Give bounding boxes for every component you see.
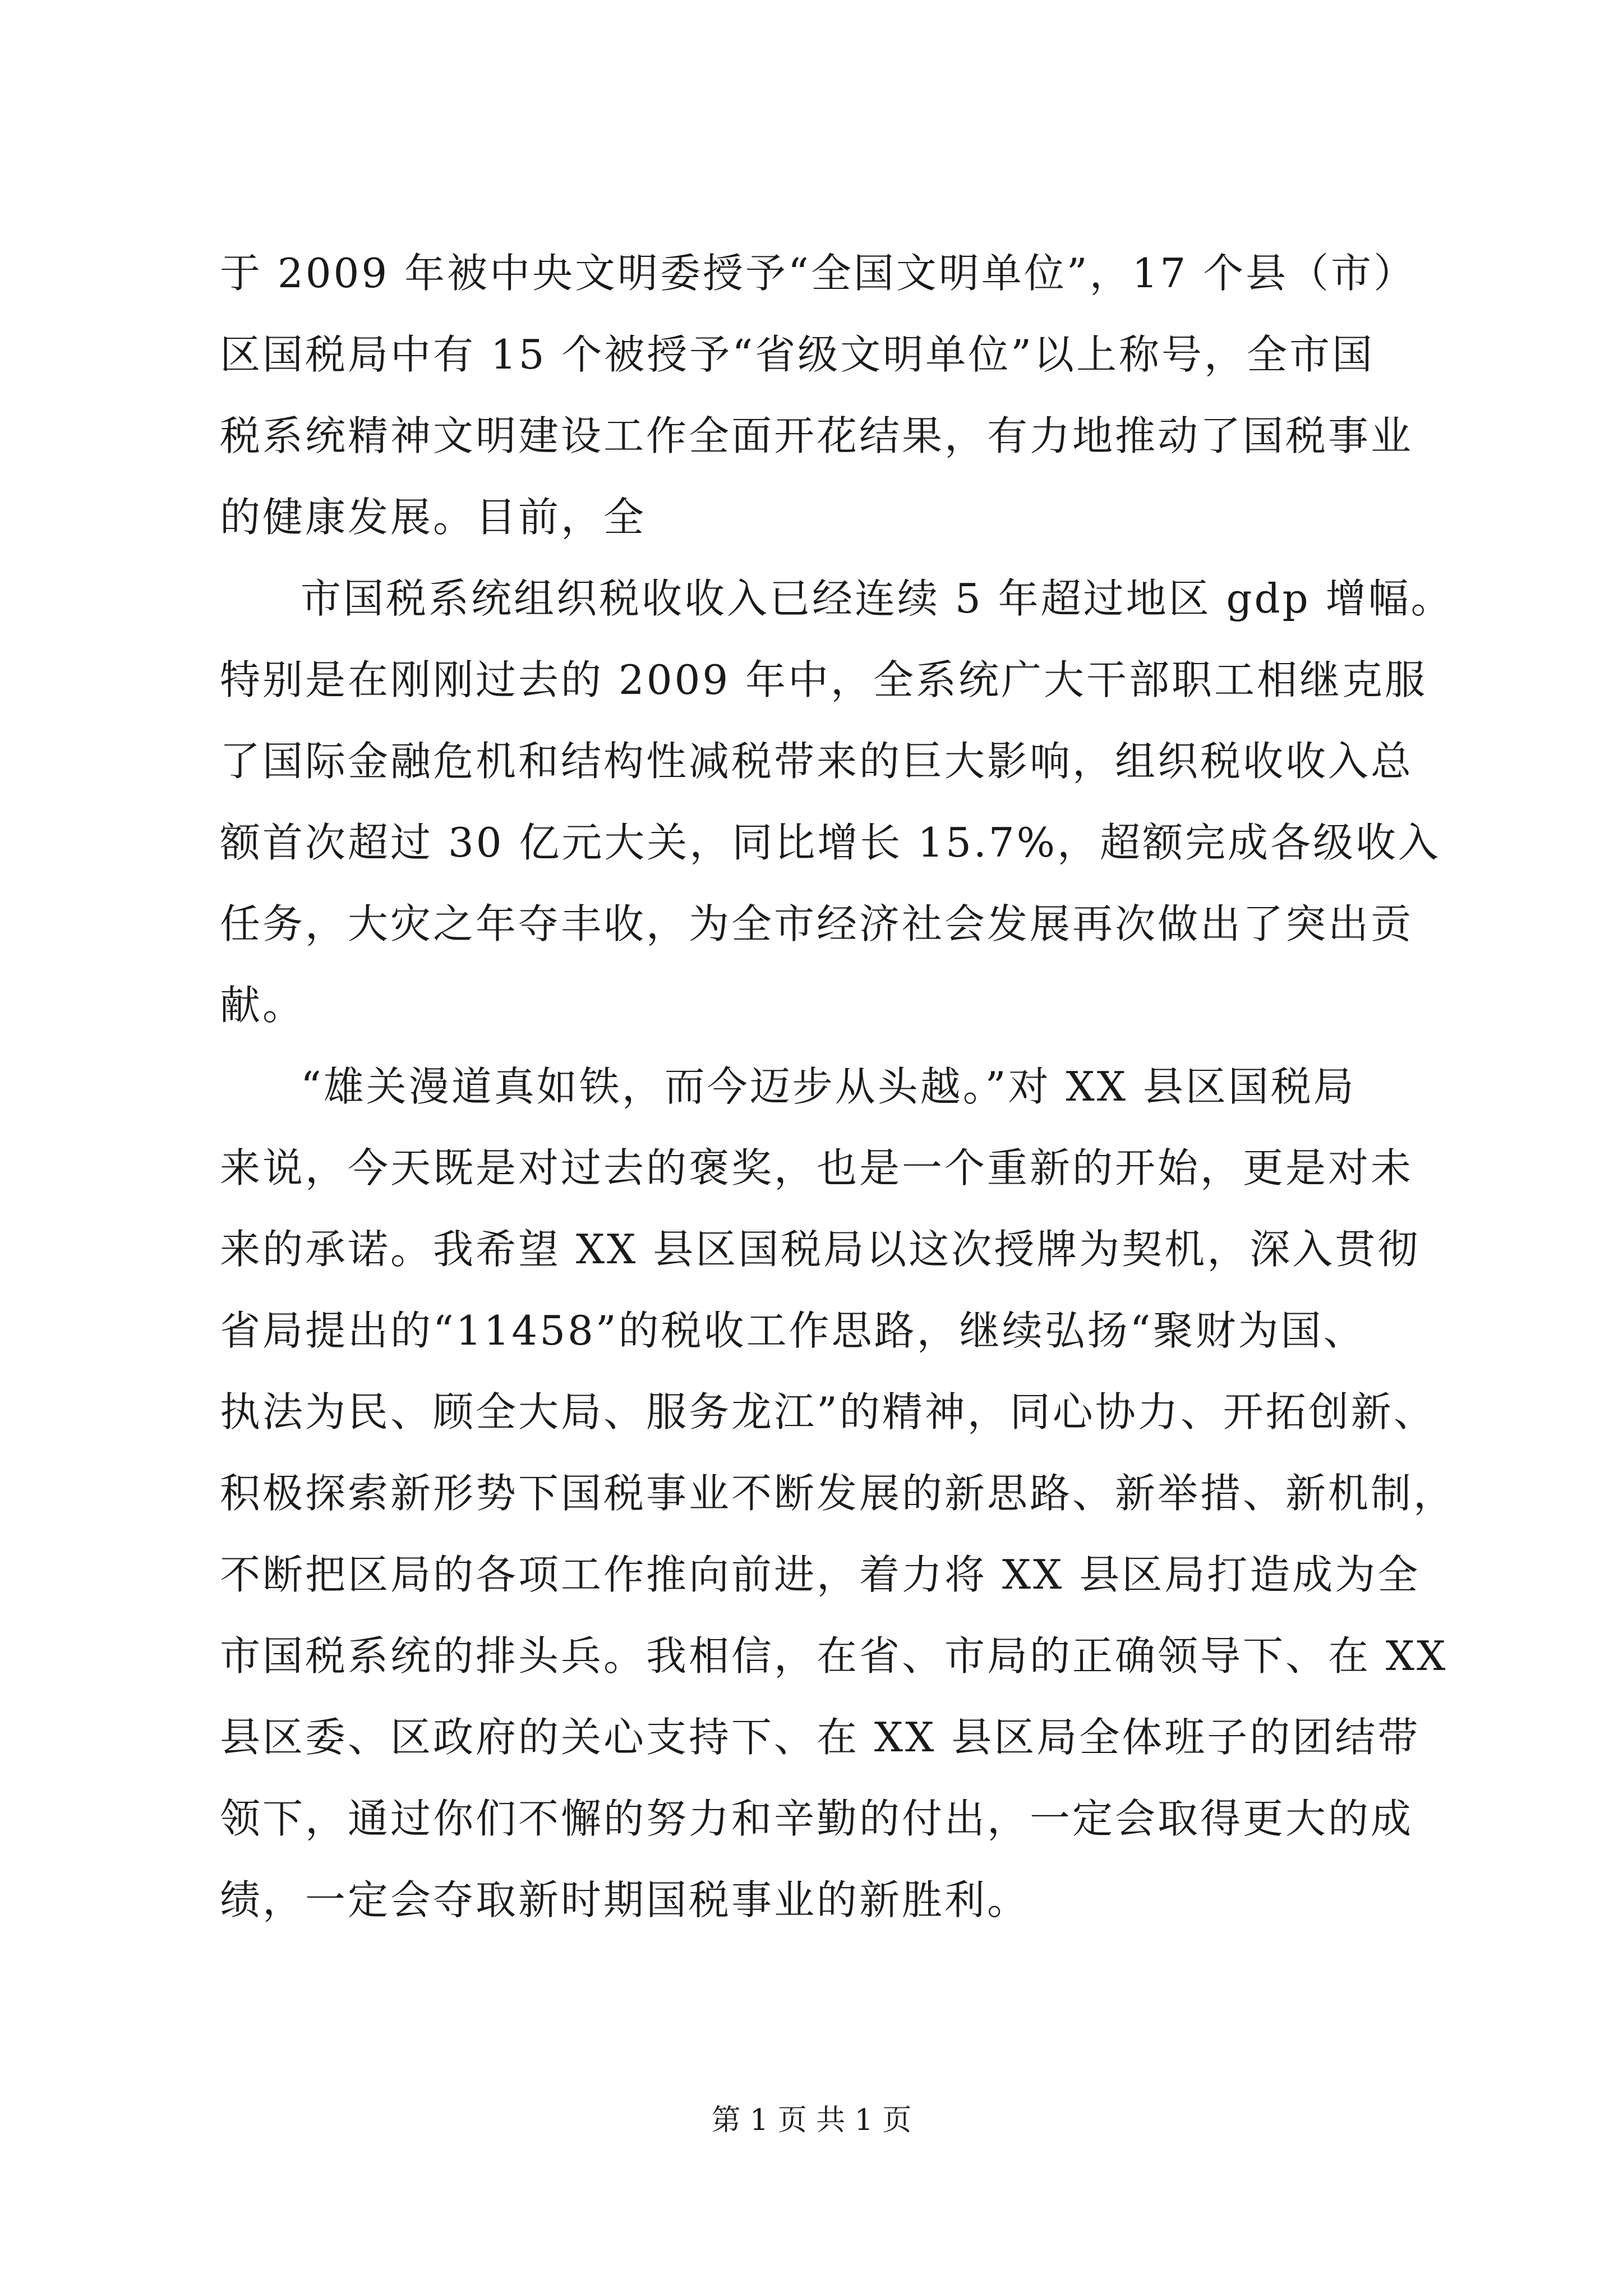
text-line: 执法为民、顾全大局、服务龙江”的精神，同心协力、开拓创新、 [220, 1388, 1436, 1435]
text-line: 任务，大灾之年夺丰收，为全市经济社会发展再次做出了突出贡 [220, 900, 1414, 947]
text-line: 税系统精神文明建设工作全面开花结果，有力地推动了国税事业 [220, 412, 1414, 459]
text-line: 特别是在刚刚过去的 2009 年中，全系统广大干部职工相继克服 [220, 656, 1428, 703]
text-line: 额首次超过 30 亿元大关，同比增长 15.7%，超额完成各级收入 [220, 819, 1441, 866]
text-line: 了国际金融危机和结构性减税带来的巨大影响，组织税收收入总 [220, 738, 1414, 785]
text-line: 区国税局中有 15 个被授予“省级文明单位”以上称号，全市国 [220, 331, 1375, 378]
text-line: 积极探索新形势下国税事业不断发展的新思路、新举措、新机制， [220, 1470, 1456, 1517]
paragraph-first-line: 市国税系统组织税收收入已经连续 5 年超过地区 gdp 增幅。 [301, 575, 1454, 622]
page-number-footer: 第 1 页 共 1 页 [711, 2104, 912, 2137]
text-line: 绩，一定会夺取新时期国税事业的新胜利。 [220, 1876, 1030, 1924]
text-line: 来的承诺。我希望 XX 县区国税局以这次授牌为契机，深入贯彻 [220, 1226, 1421, 1273]
text-line: 献。 [220, 982, 306, 1029]
document-body [220, 233, 1456, 1941]
text-line: 来说，今天既是对过去的褒奖，也是一个重新的开始，更是对未 [220, 1144, 1414, 1191]
text-line: 于 2009 年被中央文明委授予“全国文明单位”，17 个县（市） [220, 250, 1417, 297]
paragraph-first-line: “雄关漫道真如铁，而今迈步从头越。”对 XX 县区国税局 [301, 1063, 1356, 1110]
text-line: 市国税系统的排头兵。我相信，在省、市局的正确领导下、在 XX [220, 1632, 1448, 1680]
text-line: 省局提出的“11458”的税收工作思路，继续弘扬“聚财为国、 [220, 1307, 1366, 1354]
text-line: 不断把区局的各项工作推向前进，着力将 XX 县区局打造成为全 [220, 1551, 1421, 1598]
text-line: 县区委、区政府的关心支持下、在 XX 县区局全体班子的团结带 [220, 1714, 1421, 1761]
text-line: 的健康发展。目前，全 [220, 494, 647, 541]
text-line: 领下，通过你们不懈的努力和辛勤的付出，一定会取得更大的成 [220, 1795, 1414, 1842]
